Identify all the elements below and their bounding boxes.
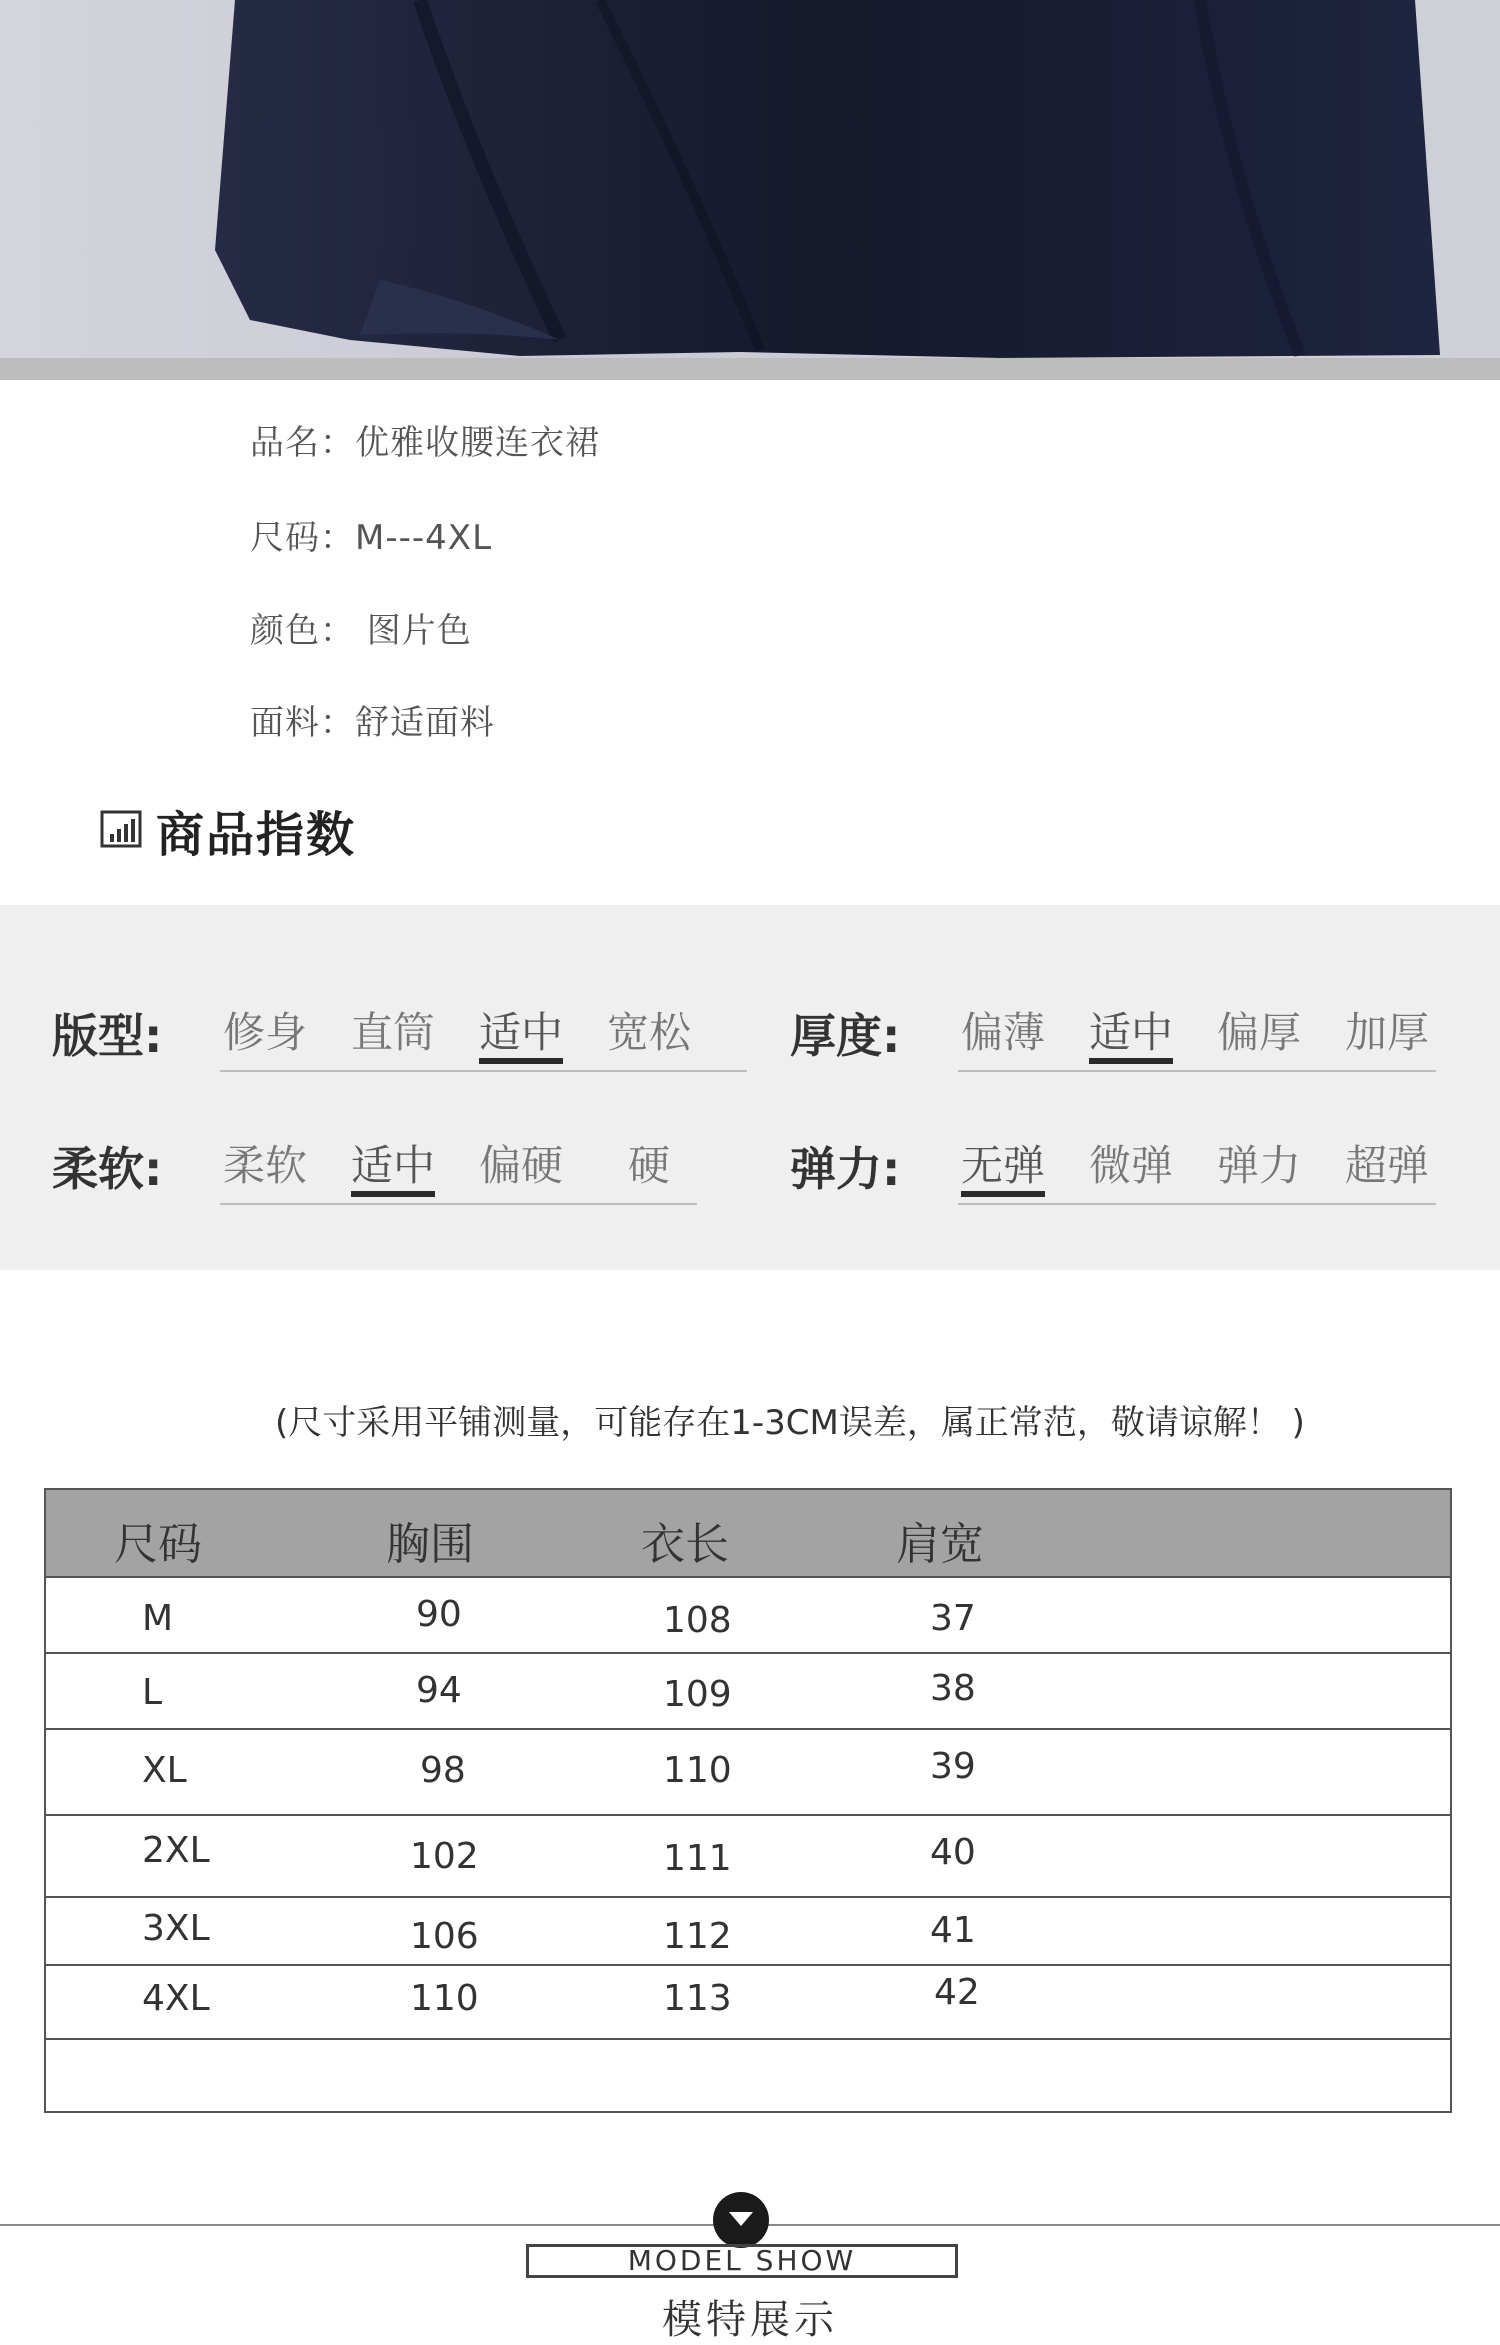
index-group-elasticity xyxy=(790,1133,1440,1213)
chevron-down-icon xyxy=(713,2192,769,2248)
table-cell: 42 xyxy=(934,1972,980,2013)
info-color xyxy=(250,603,472,652)
table-cell: 102 xyxy=(410,1836,479,1877)
index-option: 偏硬 xyxy=(478,1141,563,1190)
table-cell: 2XL xyxy=(142,1830,210,1871)
table-cell: 38 xyxy=(930,1668,976,1709)
measurement-note: (尺寸采用平铺测量，可能存在1-3CM误差，属正常范，敬请谅解！ ) xyxy=(275,1403,1305,1443)
table-cell: 109 xyxy=(663,1674,732,1715)
index-label: 厚度: xyxy=(790,1009,901,1063)
info-size xyxy=(250,510,492,559)
index-track xyxy=(958,1000,1436,1072)
table-row xyxy=(46,1966,1450,2040)
info-value: 优雅收腰连衣裙 xyxy=(355,423,600,463)
table-cell: 4XL xyxy=(142,1978,210,2019)
info-value: M---4XL xyxy=(355,518,493,558)
index-track xyxy=(220,1133,697,1205)
table-cell: 94 xyxy=(416,1670,462,1711)
table-row xyxy=(46,1654,1450,1730)
table-row-empty xyxy=(46,2040,1450,2111)
index-option-selected: 适中 xyxy=(478,1008,563,1057)
info-value: 图片色 xyxy=(355,611,472,651)
selection-mark xyxy=(961,1191,1045,1197)
model-show-label: MODEL SHOW xyxy=(526,2244,958,2278)
table-cell: 110 xyxy=(410,1978,479,2019)
section-title-text: 商品指数 xyxy=(156,806,357,863)
table-cell: L xyxy=(142,1672,163,1713)
table-cell: XL xyxy=(142,1750,187,1791)
header-cell: 肩宽 xyxy=(896,1519,984,1570)
index-label: 弹力: xyxy=(790,1142,901,1196)
dress-hem-image xyxy=(0,0,1500,380)
table-cell: 98 xyxy=(420,1750,466,1791)
table-header xyxy=(46,1490,1450,1578)
chart-icon xyxy=(100,810,142,850)
index-track xyxy=(958,1133,1436,1205)
info-label: 面料： xyxy=(250,703,355,743)
index-label: 柔软: xyxy=(52,1142,163,1196)
index-option: 微弹 xyxy=(1088,1141,1173,1190)
info-label: 颜色： xyxy=(250,611,355,651)
index-option: 弹力 xyxy=(1216,1141,1301,1190)
header-cell: 尺码 xyxy=(114,1519,202,1570)
index-option: 超弹 xyxy=(1344,1141,1429,1190)
table-row xyxy=(46,1578,1450,1654)
index-option-selected: 适中 xyxy=(1088,1008,1173,1057)
header-cell: 胸围 xyxy=(386,1519,474,1570)
table-cell: 112 xyxy=(663,1916,732,1957)
index-option: 直筒 xyxy=(350,1008,435,1057)
table-cell: 41 xyxy=(930,1910,976,1951)
header-cell: 衣长 xyxy=(641,1519,729,1570)
info-label: 尺码： xyxy=(250,518,355,558)
selection-mark xyxy=(1089,1058,1173,1064)
model-show-title: 模特展示 xyxy=(662,2297,838,2343)
table-cell: 106 xyxy=(410,1916,479,1957)
index-option: 偏厚 xyxy=(1216,1008,1301,1057)
table-row xyxy=(46,1816,1450,1898)
table-cell: 110 xyxy=(663,1750,732,1791)
index-option: 硬 xyxy=(627,1141,670,1190)
index-group-thickness xyxy=(790,1000,1440,1080)
index-group-softness xyxy=(52,1133,702,1213)
info-name xyxy=(250,415,600,464)
table-cell: 39 xyxy=(930,1746,976,1787)
table-row xyxy=(46,1730,1450,1816)
table-cell: 3XL xyxy=(142,1908,210,1949)
section-title xyxy=(100,800,357,863)
index-option: 宽松 xyxy=(606,1008,691,1057)
product-index-panel xyxy=(0,905,1500,1270)
table-cell: 90 xyxy=(416,1594,462,1635)
table-cell: 111 xyxy=(663,1838,732,1879)
index-option: 偏薄 xyxy=(960,1008,1045,1057)
table-cell: M xyxy=(142,1598,174,1639)
info-label: 品名： xyxy=(250,423,355,463)
selection-mark xyxy=(351,1191,435,1197)
index-option-selected: 适中 xyxy=(350,1141,435,1190)
selection-mark xyxy=(479,1058,563,1064)
table-cell: 113 xyxy=(663,1978,732,2019)
index-track xyxy=(220,1000,747,1072)
index-option: 加厚 xyxy=(1344,1008,1429,1057)
table-cell: 37 xyxy=(930,1598,976,1639)
table-cell: 108 xyxy=(663,1600,732,1641)
size-table xyxy=(44,1488,1452,2113)
index-option: 柔软 xyxy=(222,1141,307,1190)
info-value: 舒适面料 xyxy=(355,703,495,743)
index-label: 版型: xyxy=(52,1009,163,1063)
index-group-fit xyxy=(52,1000,702,1080)
product-photo xyxy=(0,0,1500,380)
index-option: 修身 xyxy=(222,1008,307,1057)
index-option-selected: 无弹 xyxy=(960,1141,1045,1190)
table-row xyxy=(46,1898,1450,1966)
model-show-header xyxy=(0,2190,1500,2343)
table-cell: 40 xyxy=(930,1832,976,1873)
info-fabric xyxy=(250,695,495,744)
